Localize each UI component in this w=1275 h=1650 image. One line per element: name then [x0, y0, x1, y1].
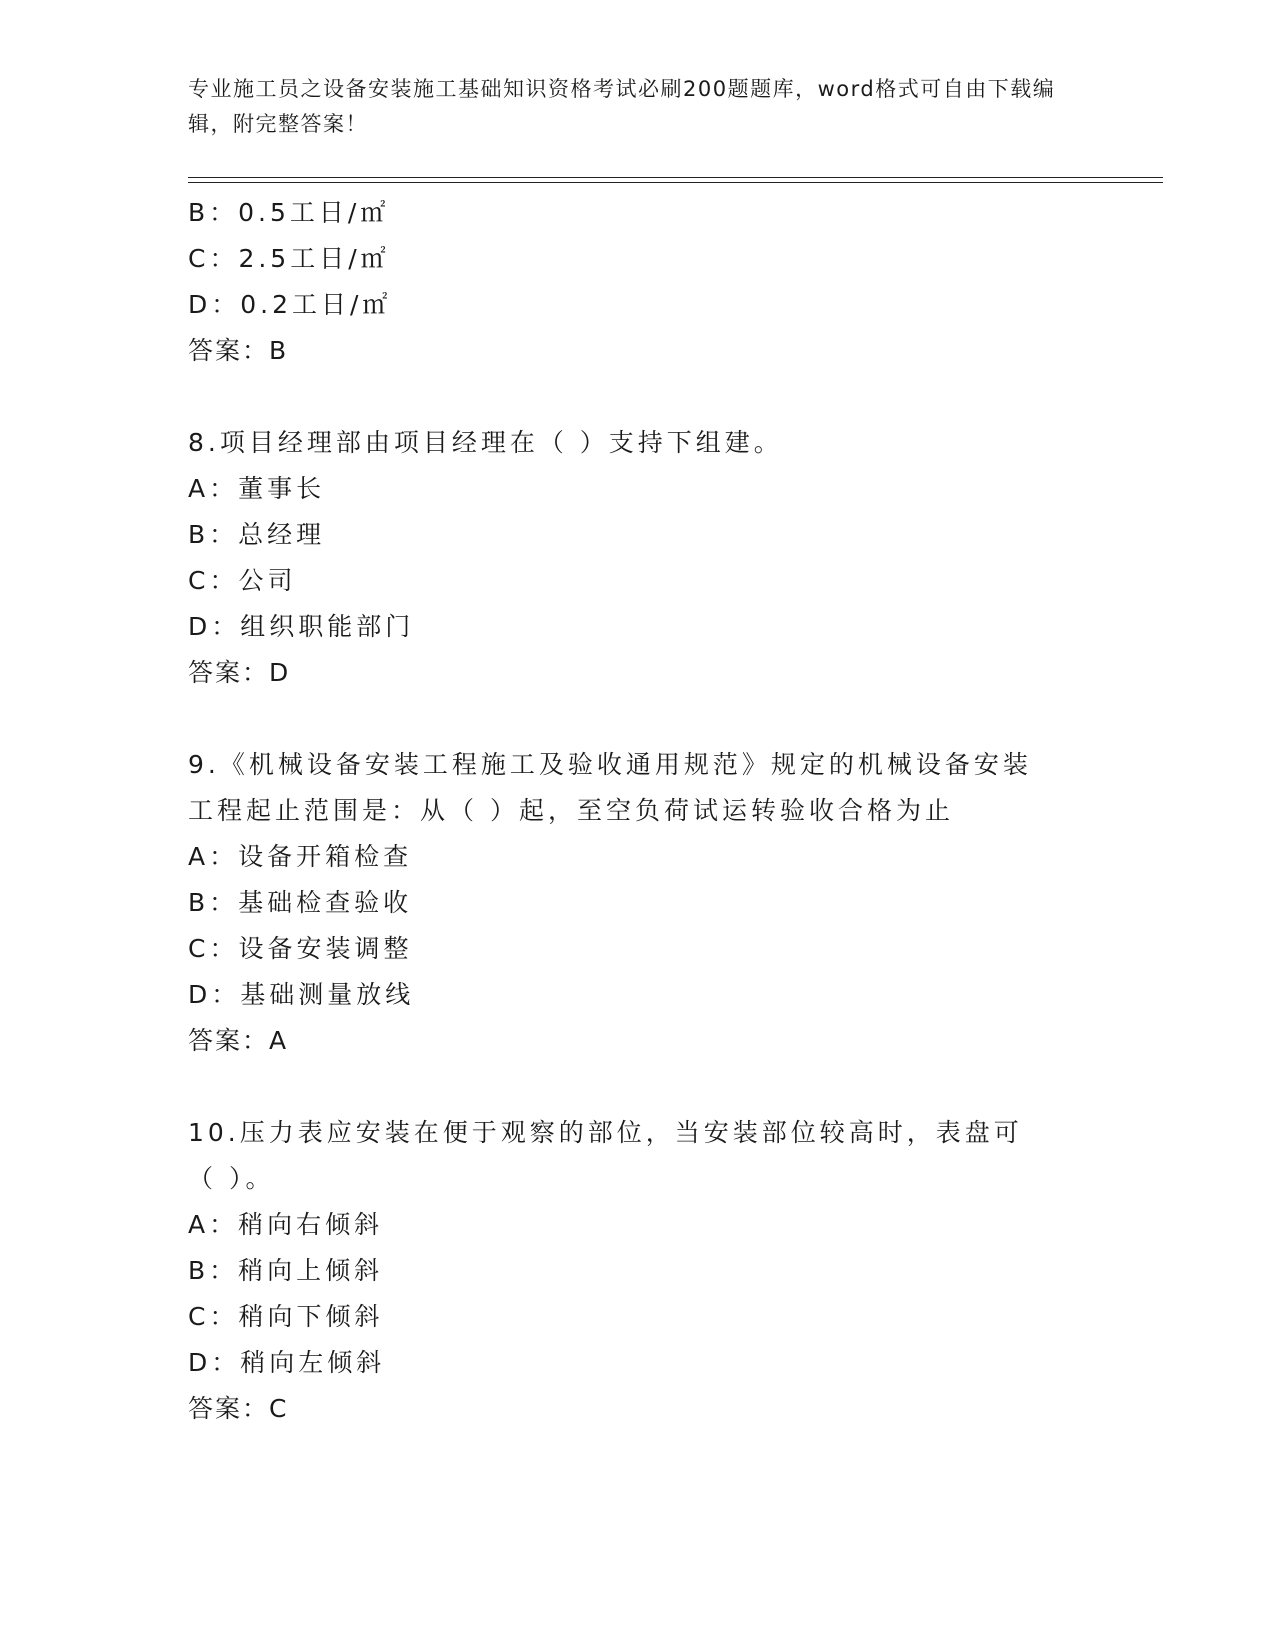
spacer: [188, 1064, 1088, 1110]
option-b: B：0.5工日/㎡: [188, 198, 390, 227]
option-c: C：2.5工日/㎡: [188, 244, 390, 273]
option-c: C：稍向下倾斜: [188, 1302, 384, 1331]
answer-line: 答案：A: [188, 1026, 289, 1055]
spacer: [188, 696, 1088, 742]
header-divider-bottom: [188, 182, 1163, 183]
option-a: A：设备开箱检查: [188, 842, 413, 871]
option-b: B：总经理: [188, 520, 326, 549]
header-divider-top: [188, 177, 1163, 178]
option-a: A：稍向右倾斜: [188, 1210, 384, 1239]
option-b: B：稍向上倾斜: [188, 1256, 384, 1285]
option-a: A：董事长: [188, 474, 326, 503]
option-d: D：组织职能部门: [188, 612, 415, 641]
option-b: B：基础检查验收: [188, 888, 413, 917]
answer-line: 答案：D: [188, 658, 291, 687]
question-content: [188, 190, 1088, 1432]
question-stem: 10.压力表应安装在便于观察的部位，当安装部位较高时，表盘可（ ）。: [188, 1118, 1023, 1193]
question-block-9: [188, 742, 1088, 1064]
option-c: C：设备安装调整: [188, 934, 413, 963]
spacer: [188, 374, 1088, 420]
question-block-8: [188, 420, 1088, 696]
question-block-10: [188, 1110, 1088, 1432]
option-d: D：基础测量放线: [188, 980, 415, 1009]
option-d: D：稍向左倾斜: [188, 1348, 386, 1377]
prev-question-block: [188, 190, 1088, 374]
answer-line: 答案：C: [188, 1394, 289, 1423]
option-c: C：公司: [188, 566, 297, 595]
document-header: 专业施工员之设备安装施工基础知识资格考试必刷200题题库，word格式可自由下载编辑，附完整答案！: [188, 77, 1056, 136]
question-stem: 9.《机械设备安装工程施工及验收通用规范》规定的机械设备安装工程起止范围是：从（ ）起，至空负荷试运转验收合格为止: [188, 750, 1032, 825]
answer-line: 答案：B: [188, 336, 289, 365]
question-stem: 8.项目经理部由项目经理在（ ）支持下组建。: [188, 428, 783, 457]
option-d: D：0.2工日/㎡: [188, 290, 392, 319]
